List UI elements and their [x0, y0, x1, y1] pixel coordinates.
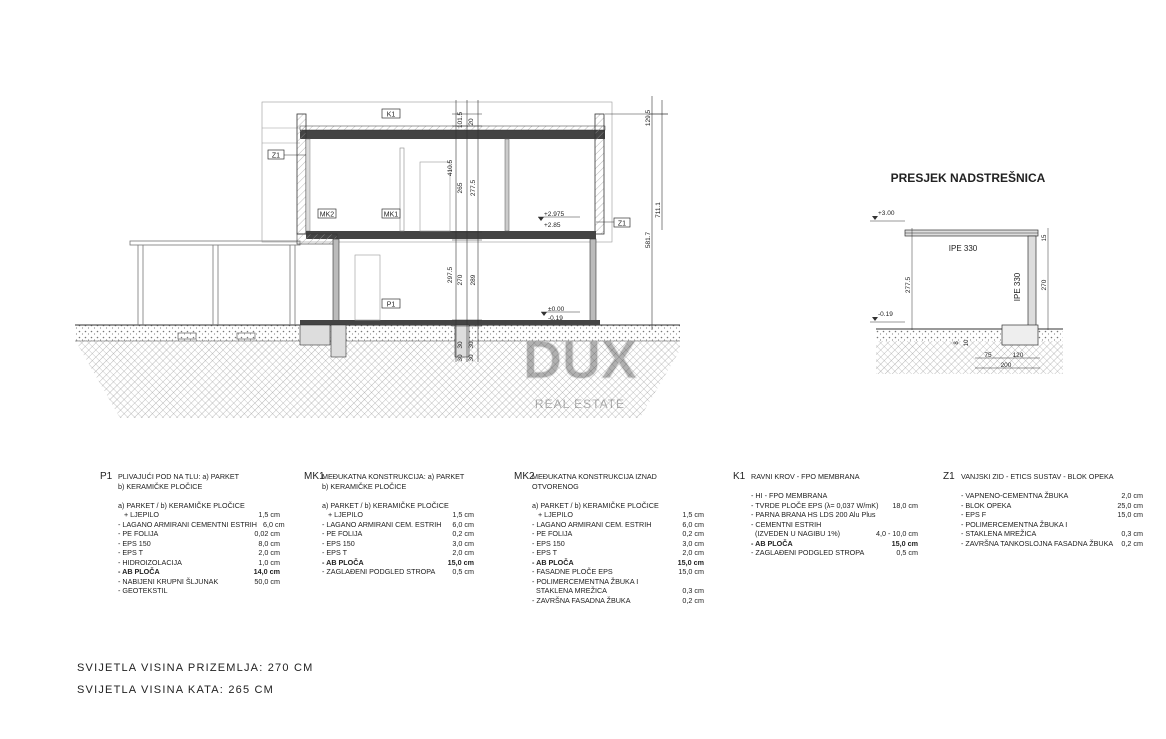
- legend-code: K1: [733, 471, 746, 482]
- legend-row-value: 1,5 cm: [452, 510, 474, 519]
- legend-row: [118, 519, 285, 530]
- legend-row-value: 50,0 cm: [254, 576, 280, 586]
- legend-row-value: 18,0 cm: [892, 500, 918, 510]
- legend-row-value: 2,0 cm: [452, 548, 474, 557]
- legend-row-value: 6,0 cm: [452, 519, 474, 529]
- legend-row-label: - BLOK OPEKA: [961, 500, 1012, 510]
- dim-text: 410.5: [447, 159, 454, 177]
- legend-row-label: - AB PLOČA: [322, 557, 364, 567]
- legend-row-value: 0,02 cm: [254, 529, 280, 538]
- legend-row-value: 2,0 cm: [258, 548, 280, 557]
- legend-row: [532, 501, 704, 511]
- legend-row-value: 15,0 cm: [447, 557, 474, 567]
- legend-row-label: - EPS T: [322, 548, 348, 557]
- watermark-sub: REAL ESTATE: [534, 397, 626, 411]
- legend-row-label: - ZAGLAĐENI PODGLED STROPA: [322, 567, 436, 576]
- legend-row-label: - VAPNENO-CEMENTNA ŽBUKA: [961, 491, 1069, 500]
- tag-k1: K1: [386, 111, 396, 119]
- dim-text: 30: [457, 354, 464, 362]
- legend-row-value: 0,2 cm: [452, 529, 474, 538]
- legend-row: [532, 577, 704, 587]
- dim-text: 289: [470, 274, 477, 286]
- legend-row-label: - AB PLOČA: [118, 567, 160, 576]
- watermark: [523, 330, 637, 411]
- legend-row-value: 8,0 cm: [258, 538, 280, 548]
- legend-title: PLIVAJUĆI POD NA TLU: a) PARKET: [118, 472, 240, 481]
- legend-row-value: 14,0 cm: [253, 567, 280, 576]
- tag-z1-right: Z1: [617, 220, 627, 228]
- canopy-dim-total: 200: [1000, 362, 1012, 369]
- legend-row-label: a) PARKET / b) KERAMIČKE PLOČICE: [322, 500, 449, 510]
- dim-text: 129.5: [645, 109, 652, 127]
- legend-row-label: + LJEPILO: [532, 510, 573, 519]
- legend-row-value: 0,2 cm: [682, 595, 704, 605]
- dim-text: 277.5: [470, 179, 477, 197]
- legend-row-label: - EPS 150: [532, 538, 565, 548]
- legend-row: [532, 586, 704, 596]
- legend-subtitle: b) KERAMIČKE PLOČICE: [118, 481, 203, 491]
- legend-row-label: - HI - FPO MEMBRANA: [751, 491, 828, 500]
- legend-row-label: - EPS 150: [322, 538, 355, 548]
- tag-mk2: MK2: [319, 211, 335, 219]
- legend-row: [961, 491, 1143, 501]
- legend-row: [532, 567, 704, 577]
- legend-row-label: - GEOTEKSTIL: [118, 586, 168, 595]
- legend-row-value: 15,0 cm: [677, 557, 704, 567]
- legend-row: [751, 501, 918, 511]
- legend-row-label: - EPS 150: [118, 538, 151, 548]
- legend-row: [322, 567, 474, 577]
- legend-row-label: a) PARKET / b) KERAMIČKE PLOČICE: [532, 500, 659, 510]
- legend-row-label: - STAKLENA MREŽICA: [961, 529, 1037, 538]
- beam-h-label: IPE 330: [948, 244, 978, 253]
- legend-row: [118, 510, 280, 520]
- canopy-dim-small3: 10: [964, 339, 970, 347]
- watermark-logo: DUX: [522, 330, 638, 390]
- tag-p1: P1: [386, 301, 396, 309]
- level-ground-b: -0.19: [548, 315, 563, 322]
- legend-row: [532, 520, 704, 530]
- legend-row: [118, 501, 280, 511]
- dim-text: 270: [457, 274, 464, 286]
- legend-row: [751, 510, 918, 520]
- legend-row-label: - AB PLOČA: [532, 557, 574, 567]
- legend-row: [751, 548, 918, 558]
- legend-row: [532, 539, 704, 549]
- tag-z1-left: Z1: [271, 152, 281, 160]
- legend-row-value: 15,0 cm: [1117, 510, 1143, 519]
- dim-text: 30: [468, 354, 475, 362]
- legend-title: RAVNI KROV - FPO MEMBRANA: [751, 472, 860, 481]
- canopy-dim-small2: 8: [954, 341, 960, 345]
- legend-title: MEĐUKATNA KONSTRUKCIJA IZNAD OTVORENOG: [532, 472, 657, 491]
- canopy-dim-post: 270: [1041, 279, 1048, 291]
- note-floor-height: SVIJETLA VISINA KATA: 265 CM: [77, 684, 275, 696]
- legend-code: MK1: [304, 471, 325, 482]
- level-markers: [538, 211, 580, 322]
- legend-row: [532, 548, 704, 558]
- legend-row: [322, 558, 474, 568]
- dim-text: 30: [457, 341, 464, 349]
- legend-row-label: - POLIMERCEMENTNA ŽBUKA I: [532, 576, 639, 586]
- legend-row: [118, 558, 280, 568]
- legend-row: [322, 520, 474, 530]
- legend-row-label: - CEMENTNI ESTRIH: [751, 519, 822, 529]
- legend-row-label: + LJEPILO: [118, 510, 159, 519]
- legend-row: [322, 501, 474, 511]
- dim-text: 20: [468, 118, 475, 126]
- legend-code: MK2: [514, 471, 535, 482]
- dim-text: 711.1: [655, 202, 662, 218]
- legend-row-label: - AB PLOČA: [751, 538, 793, 548]
- legend-row: [961, 510, 1143, 520]
- legend-row: [532, 596, 704, 606]
- legend-code: P1: [100, 471, 113, 482]
- legend-row-label: - PE FOLIJA: [532, 529, 573, 538]
- left-canopy: [130, 241, 300, 339]
- legend-row-label: - LAGANO ARMIRANI CEMENTNI ESTRIH: [118, 519, 257, 529]
- legend-row-value: 1,0 cm: [258, 557, 280, 567]
- legend-row-label: - ZAGLAĐENI PODGLED STROPA: [751, 548, 865, 557]
- legend-row: [322, 548, 474, 558]
- legend-row-label: - NABIJENI KRUPNI ŠLJUNAK: [118, 576, 219, 586]
- canopy-level-top: +3.00: [878, 210, 895, 217]
- legend-row-label: + LJEPILO: [322, 510, 363, 519]
- legend-row-value: 3,0 cm: [682, 538, 704, 548]
- legend-row-value: 0,2 cm: [1121, 538, 1143, 548]
- canopy-dim-w1: 75: [984, 352, 992, 359]
- note-ground-height: SVIJETLA VISINA PRIZEMLJA: 270 CM: [77, 662, 314, 674]
- background-outline: [262, 102, 612, 242]
- legend-row: [751, 491, 918, 501]
- dim-text: 297.5: [447, 266, 454, 284]
- legend-row-label: STAKLENA MREŽICA: [532, 586, 607, 595]
- legend-title: VANJSKI ZID - ETICS SUSTAV - BLOK OPEKA: [961, 472, 1114, 481]
- section-title: PRESJEK NADSTREŠNICA: [890, 171, 1046, 185]
- legend-title: MEĐUKATNA KONSTRUKCIJA: a) PARKET: [322, 472, 465, 481]
- legend-row-value: 6,0 cm: [682, 519, 704, 529]
- legend-row: [532, 558, 704, 568]
- legend-row-label: - EPS T: [532, 548, 558, 557]
- legend-row-value: 0,5 cm: [452, 567, 474, 576]
- legend-row-label: - LAGANO ARMIRANI CEM. ESTRIH: [322, 519, 442, 529]
- legend-row: [118, 586, 280, 596]
- legend-row: [751, 529, 918, 539]
- dim-text: 101.5: [457, 111, 464, 129]
- legend-row-value: 15,0 cm: [891, 538, 918, 548]
- level-ground-a: ±0.00: [548, 306, 565, 313]
- legend-row-label: - TVRDE PLOČE EPS (λ= 0,037 W/mK): [751, 500, 879, 510]
- legend-row-value: 2,0 cm: [682, 548, 704, 557]
- legend-row-label: - POLIMERCEMENTNA ŽBUKA I: [961, 519, 1068, 529]
- legend-row: [961, 529, 1143, 539]
- legend-row: [751, 520, 918, 530]
- canopy-dim-w2: 120: [1012, 352, 1024, 359]
- legend-row: [532, 510, 704, 520]
- canopy-level-bottom: -0.19: [878, 311, 893, 318]
- legend-row: [961, 520, 1143, 530]
- legend-row-label: - PE FOLIJA: [118, 529, 159, 538]
- legend-row-label: - EPS F: [961, 510, 987, 519]
- legend-row-value: 4,0 - 10,0 cm: [876, 529, 918, 538]
- legend-row-label: (IZVEDEN U NAGIBU 1%): [751, 529, 841, 538]
- legend-row-value: 0,2 cm: [682, 529, 704, 538]
- tag-mk1: MK1: [383, 211, 399, 219]
- legend-row: [322, 529, 474, 539]
- level-upper-b: +2.85: [544, 222, 561, 229]
- legend-subtitle: b) KERAMIČKE PLOČICE: [322, 481, 407, 491]
- legend-row-label: - ZAVRŠNA TANKOSLOJNA FASADNA ŽBUKA: [961, 538, 1114, 548]
- legend-row: [118, 548, 280, 558]
- legend-row-label: a) PARKET / b) KERAMIČKE PLOČICE: [118, 500, 245, 510]
- legend-row-value: 0,5 cm: [896, 548, 918, 557]
- legend-row: [322, 510, 474, 520]
- legend-row: [118, 529, 280, 539]
- legend-row: [118, 539, 280, 549]
- main-building-section: [75, 96, 680, 418]
- legend-row: [532, 529, 704, 539]
- legend-row: [118, 567, 280, 577]
- legend-row-value: 25,0 cm: [1117, 500, 1143, 510]
- legend-row-value: 1,5 cm: [258, 510, 280, 519]
- dim-text: 30: [468, 341, 475, 349]
- legend-row-label: - FASADNE PLOČE EPS: [532, 567, 613, 576]
- canopy-section: [870, 170, 1063, 374]
- legend-row: [118, 577, 280, 587]
- legend-row-label: - PARNA BRANA HS LDS 200 Alu Plus: [751, 510, 876, 519]
- legend-row: [961, 501, 1143, 511]
- legend-row-value: 3,0 cm: [452, 538, 474, 548]
- dim-text: 581.7: [645, 231, 652, 249]
- legend-row-label: - ZAVRŠNA FASADNA ŽBUKA: [532, 595, 631, 605]
- legend-row-value: 2,0 cm: [1121, 491, 1143, 500]
- level-upper-a: +2.975: [544, 211, 565, 218]
- legend-row-value: 0,3 cm: [682, 586, 704, 595]
- legend-row-label: - EPS T: [118, 548, 144, 557]
- legend-row: [322, 539, 474, 549]
- legend-row: [751, 539, 918, 549]
- legend-code: Z1: [943, 471, 955, 482]
- legend-row-value: 0,3 cm: [1121, 529, 1143, 538]
- legend-row-label: - HIDROIZOLACIJA: [118, 557, 182, 567]
- beam-v-label: IPE 330: [1013, 272, 1022, 302]
- legend-row-value: 1,5 cm: [682, 510, 704, 519]
- canopy-dim-height: 277.5: [905, 276, 912, 294]
- dim-text: 265: [457, 182, 464, 194]
- legend-row-value: 15,0 cm: [678, 567, 704, 576]
- legend-row-label: - LAGANO ARMIRANI CEM. ESTRIH: [532, 519, 652, 529]
- legend-row: [961, 539, 1143, 549]
- legend-row-value: 6,0 cm: [262, 519, 285, 529]
- canopy-dim-small1: 15: [1042, 234, 1048, 242]
- legend-row-label: - PE FOLIJA: [322, 529, 363, 538]
